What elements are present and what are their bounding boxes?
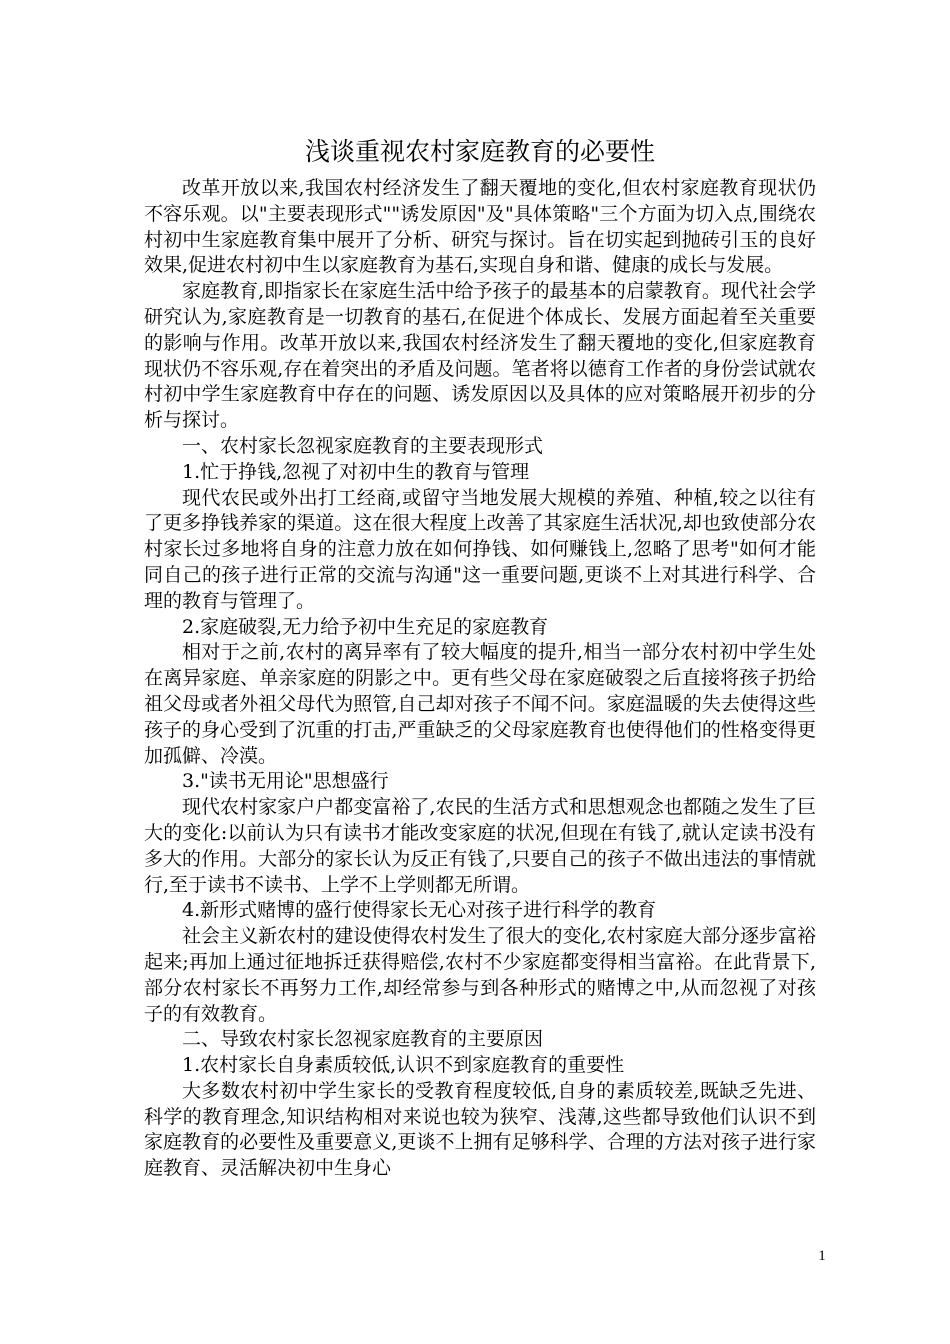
- paragraph-1-2: 相对于之前,农村的离异率有了较大幅度的提升,相当一部分农村初中学生处在离异家庭、单亲家庭的阴影之中。更有些父母在家庭破裂之后直接将孩子扔给祖父母或者外祖父母代为照管,自己却对孩子不闻不问。家庭温暖的失去使得这些孩子的身心受到了沉重的打击,严重缺乏的父母家庭教育也使得他们的性格变得更加孤僻、冷漠。: [144, 641, 816, 767]
- paragraph-abstract: 改革开放以来,我国农村经济发生了翻天覆地的变化,但农村家庭教育现状仍不容乐观。以"主要表现形式""诱发原因"及"具体策略"三个方面为切入点,围绕农村初中生家庭教育集中展开了分析、研究与探讨。旨在切实起到抛砖引玉的良好效果,促进农村初中生以家庭教育为基石,实现自身和谐、健康的成长与发展。: [144, 177, 816, 277]
- section-heading-1: 一、农村家长忽视家庭教育的主要表现形式: [182, 434, 544, 457]
- paragraph-2-1: 大多数农村初中学生家长的受教育程度较低,自身的素质较差,既缺乏先进、科学的教育理念,知识结构相对来说也较为狭窄、浅薄,这些都导致他们认识不到家庭教育的必要性及重要意义,更谈不上拥有足够科学、合理的方法对孩子进行家庭教育、灵活解决初中生身心: [144, 1079, 816, 1180]
- subsection-heading-1-3: 3."读书无用论"思想盛行: [182, 770, 389, 793]
- subsection-heading-1-1: 1.忙于挣钱,忽视了对初中生的教育与管理: [182, 460, 530, 483]
- document-title: 浅谈重视农村家庭教育的必要性: [304, 137, 655, 166]
- page-number: 1: [818, 1248, 826, 1264]
- paragraph-1-3: 现代农村家家户户都变富裕了,农民的生活方式和思想观念也都随之发生了巨大的变化:以前认为只有读书才能改变家庭的状况,但现在有钱了,就认定读书没有多大的作用。大部分的家长认为反正有钱了,只要自己的孩子不做出违法的事情就行,至于读书不读书、上学不上学则都无所谓。: [144, 796, 816, 896]
- subsection-heading-1-2: 2.家庭破裂,无力给予初中生充足的家庭教育: [182, 615, 549, 638]
- paragraph-1-4: 社会主义新农村的建设使得农村发生了很大的变化,农村家庭大部分逐步富裕起来;再加上通过征地拆迁获得赔偿,农村不少家庭都变得相当富裕。在此背景下,部分农村家长不再努力工作,却经常参与到各种形式的赌博之中,从而忽视了对孩子的有效教育。: [144, 925, 816, 1025]
- paragraph-introduction: 家庭教育,即指家长在家庭生活中给予孩子的最基本的启蒙教育。现代社会学研究认为,家庭教育是一切教育的基石,在促进个体成长、发展方面起着至关重要的影响与作用。改革开放以来,我国农村经济发生了翻天覆地的变化,但家庭教育现状仍不容乐观,存在着突出的矛盾及问题。笔者将以德育工作者的身份尝试就农村初中学生家庭教育中存在的问题、诱发原因以及具体的应对策略展开初步的分析与探讨。: [144, 280, 816, 432]
- subsection-heading-2-1: 1.农村家长自身素质较低,认识不到家庭教育的重要性: [182, 1054, 625, 1077]
- subsection-heading-1-4: 4.新形式赌博的盛行使得家长无心对孩子进行科学的教育: [182, 899, 657, 922]
- document-body: [144, 132, 816, 1182]
- paragraph-1-1: 现代农民或外出打工经商,或留守当地发展大规模的养殖、种植,较之以往有了更多挣钱养家的渠道。这在很大程度上改善了其家庭生活状况,却也致使部分农村家长过多地将自身的注意力放在如何挣钱、如何赚钱上,忽略了思考"如何才能同自己的孩子进行正常的交流与沟通"这一重要问题,更谈不上对其进行科学、合理的教育与管理了。: [144, 486, 816, 612]
- section-heading-2: 二、导致农村家长忽视家庭教育的主要原因: [182, 1028, 544, 1051]
